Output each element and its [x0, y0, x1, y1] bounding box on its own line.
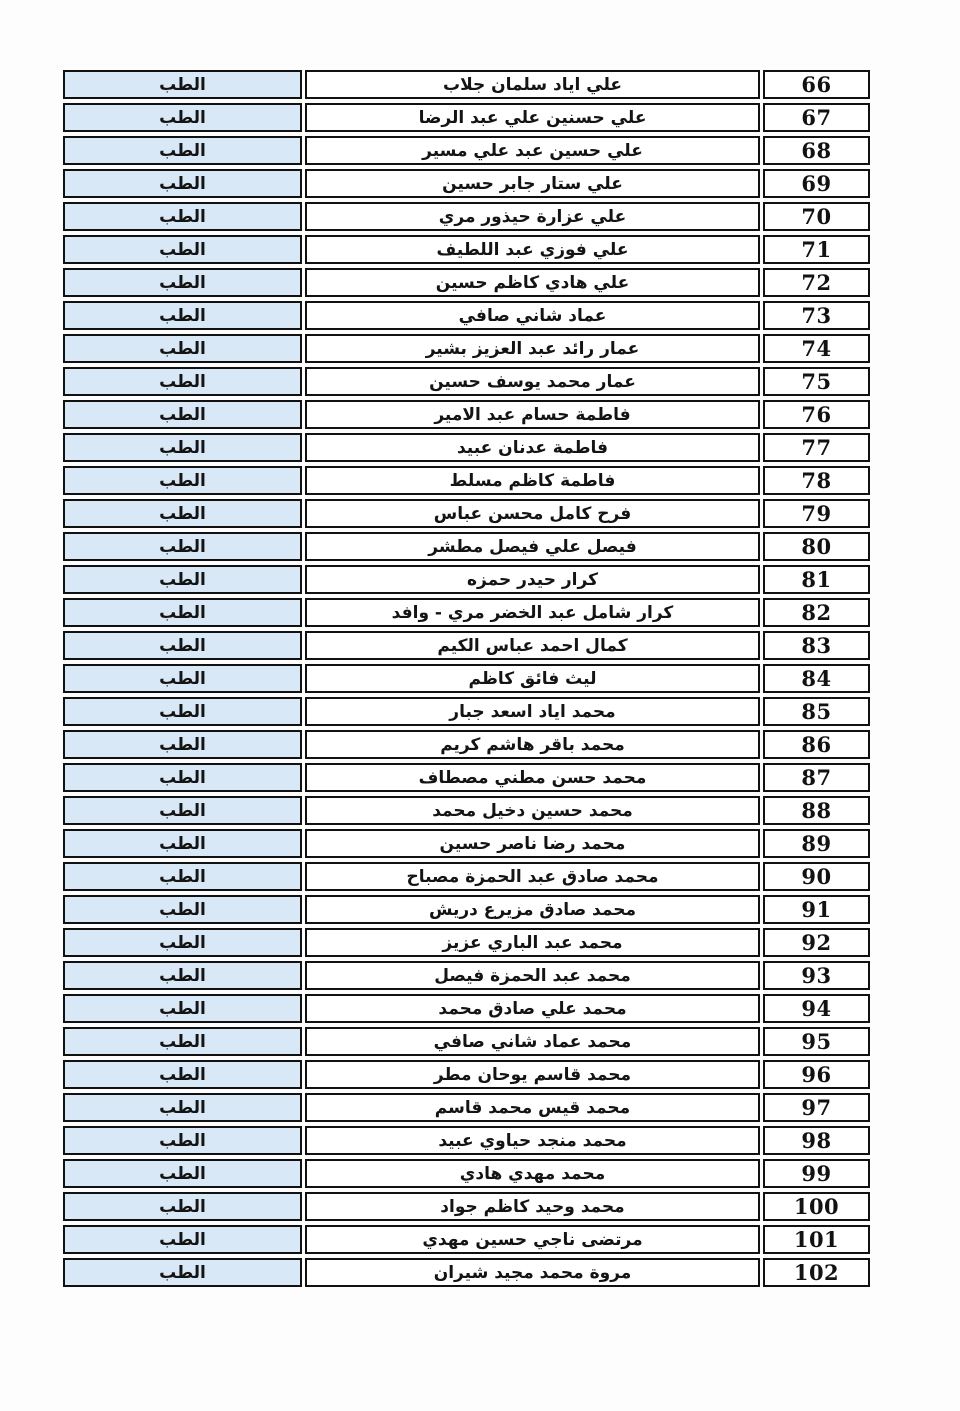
student-name-cell: علي حسنين علي عبد الرضا — [305, 103, 760, 132]
table-row — [63, 631, 870, 660]
student-name-cell: محمد صادق عبد الحمزة مصباح — [305, 862, 760, 891]
row-number-cell: 76 — [763, 400, 870, 429]
department-cell: الطب — [63, 70, 302, 99]
row-number-cell: 102 — [763, 1258, 870, 1287]
student-name-cell: كمال احمد عباس الكيم — [305, 631, 760, 660]
table-row — [63, 763, 870, 792]
student-name-cell: فاطمة كاظم مسلط — [305, 466, 760, 495]
table-row — [63, 697, 870, 726]
row-number-cell: 97 — [763, 1093, 870, 1122]
table-row — [63, 730, 870, 759]
row-number-cell: 90 — [763, 862, 870, 891]
department-cell: الطب — [63, 1093, 302, 1122]
table-row — [63, 664, 870, 693]
table-row — [63, 235, 870, 264]
student-name-cell: علي عزارة حيذور مري — [305, 202, 760, 231]
table-row — [63, 433, 870, 462]
row-number-cell: 67 — [763, 103, 870, 132]
row-number-cell: 75 — [763, 367, 870, 396]
department-cell: الطب — [63, 928, 302, 957]
row-number-cell: 95 — [763, 1027, 870, 1056]
table-row — [63, 169, 870, 198]
table-row — [63, 1093, 870, 1122]
student-name-cell: محمد علي صادق محمد — [305, 994, 760, 1023]
department-cell: الطب — [63, 994, 302, 1023]
row-number-cell: 98 — [763, 1126, 870, 1155]
table-row — [63, 1027, 870, 1056]
department-cell: الطب — [63, 1225, 302, 1254]
table-row — [63, 202, 870, 231]
table-row — [63, 103, 870, 132]
department-cell: الطب — [63, 664, 302, 693]
student-name-cell: كرار شامل عبد الخضر مري - وافد — [305, 598, 760, 627]
department-cell: الطب — [63, 433, 302, 462]
table-row — [63, 994, 870, 1023]
row-number-cell: 93 — [763, 961, 870, 990]
student-name-cell: محمد عبد الحمزة فيصل — [305, 961, 760, 990]
student-name-cell: محمد عماد شاني صافي — [305, 1027, 760, 1056]
student-name-cell: محمد حسين دخيل محمد — [305, 796, 760, 825]
row-number-cell: 83 — [763, 631, 870, 660]
department-cell: الطب — [63, 202, 302, 231]
student-name-cell: علي اياد سلمان جلاب — [305, 70, 760, 99]
row-number-cell: 78 — [763, 466, 870, 495]
table-row — [63, 928, 870, 957]
student-name-cell: كرار حيدر حمزه — [305, 565, 760, 594]
row-number-cell: 81 — [763, 565, 870, 594]
department-cell: الطب — [63, 1126, 302, 1155]
row-number-cell: 88 — [763, 796, 870, 825]
row-number-cell: 72 — [763, 268, 870, 297]
table-row — [63, 70, 870, 99]
student-name-cell: علي هادي كاظم حسين — [305, 268, 760, 297]
student-name-cell: محمد قيس محمد قاسم — [305, 1093, 760, 1122]
row-number-cell: 84 — [763, 664, 870, 693]
student-name-cell: عمار رائد عبد العزيز بشير — [305, 334, 760, 363]
row-number-cell: 82 — [763, 598, 870, 627]
row-number-cell: 74 — [763, 334, 870, 363]
department-cell: الطب — [63, 895, 302, 924]
table-row — [63, 1258, 870, 1287]
row-number-cell: 69 — [763, 169, 870, 198]
row-number-cell: 89 — [763, 829, 870, 858]
students-table — [60, 66, 873, 1291]
department-cell: الطب — [63, 1192, 302, 1221]
department-cell: الطب — [63, 565, 302, 594]
table-row — [63, 1159, 870, 1188]
department-cell: الطب — [63, 169, 302, 198]
department-cell: الطب — [63, 961, 302, 990]
table-row — [63, 796, 870, 825]
table-row — [63, 895, 870, 924]
table-row — [63, 598, 870, 627]
row-number-cell: 79 — [763, 499, 870, 528]
table-row — [63, 565, 870, 594]
student-name-cell: مروة محمد مجيد شيران — [305, 1258, 760, 1287]
table-row — [63, 466, 870, 495]
department-cell: الطب — [63, 796, 302, 825]
row-number-cell: 96 — [763, 1060, 870, 1089]
table-row — [63, 862, 870, 891]
student-name-cell: عماد شاني صافي — [305, 301, 760, 330]
student-name-cell: فاطمة حسام عبد الامير — [305, 400, 760, 429]
student-name-cell: محمد رضا ناصر حسين — [305, 829, 760, 858]
department-cell: الطب — [63, 697, 302, 726]
student-name-cell: محمد حسن مطني مصطاف — [305, 763, 760, 792]
department-cell: الطب — [63, 1258, 302, 1287]
table-row — [63, 136, 870, 165]
department-cell: الطب — [63, 136, 302, 165]
student-name-cell: فاطمة عدنان عبيد — [305, 433, 760, 462]
table-row — [63, 1126, 870, 1155]
table-row — [63, 301, 870, 330]
row-number-cell: 91 — [763, 895, 870, 924]
student-name-cell: ليث فائق كاظم — [305, 664, 760, 693]
student-name-cell: محمد وحيد كاظم جواد — [305, 1192, 760, 1221]
department-cell: الطب — [63, 499, 302, 528]
student-name-cell: محمد اياد اسعد جبار — [305, 697, 760, 726]
department-cell: الطب — [63, 862, 302, 891]
student-name-cell: محمد مهدي هادي — [305, 1159, 760, 1188]
row-number-cell: 92 — [763, 928, 870, 957]
row-number-cell: 68 — [763, 136, 870, 165]
student-name-cell: علي ستار جابر حسين — [305, 169, 760, 198]
student-name-cell: فيصل علي فيصل مطشر — [305, 532, 760, 561]
table-row — [63, 367, 870, 396]
department-cell: الطب — [63, 763, 302, 792]
department-cell: الطب — [63, 400, 302, 429]
department-cell: الطب — [63, 1027, 302, 1056]
row-number-cell: 101 — [763, 1225, 870, 1254]
row-number-cell: 86 — [763, 730, 870, 759]
row-number-cell: 99 — [763, 1159, 870, 1188]
row-number-cell: 87 — [763, 763, 870, 792]
row-number-cell: 85 — [763, 697, 870, 726]
department-cell: الطب — [63, 730, 302, 759]
row-number-cell: 94 — [763, 994, 870, 1023]
student-name-cell: محمد صادق مزيرع دريش — [305, 895, 760, 924]
table-row — [63, 499, 870, 528]
department-cell: الطب — [63, 1159, 302, 1188]
row-number-cell: 73 — [763, 301, 870, 330]
department-cell: الطب — [63, 367, 302, 396]
student-name-cell: مرتضى ناجي حسين مهدي — [305, 1225, 760, 1254]
student-name-cell: محمد عبد الباري عزيز — [305, 928, 760, 957]
table-row — [63, 1225, 870, 1254]
department-cell: الطب — [63, 532, 302, 561]
department-cell: الطب — [63, 103, 302, 132]
row-number-cell: 80 — [763, 532, 870, 561]
table-row — [63, 400, 870, 429]
row-number-cell: 77 — [763, 433, 870, 462]
department-cell: الطب — [63, 466, 302, 495]
department-cell: الطب — [63, 334, 302, 363]
table-row — [63, 532, 870, 561]
department-cell: الطب — [63, 235, 302, 264]
student-name-cell: فرح كامل محسن عباس — [305, 499, 760, 528]
students-table-body — [63, 70, 870, 1287]
department-cell: الطب — [63, 301, 302, 330]
department-cell: الطب — [63, 631, 302, 660]
row-number-cell: 71 — [763, 235, 870, 264]
department-cell: الطب — [63, 268, 302, 297]
table-row — [63, 829, 870, 858]
table-row — [63, 1060, 870, 1089]
table-row — [63, 1192, 870, 1221]
student-name-cell: محمد منجد حياوي عبيد — [305, 1126, 760, 1155]
table-row — [63, 268, 870, 297]
table-row — [63, 334, 870, 363]
department-cell: الطب — [63, 1060, 302, 1089]
student-name-cell: علي فوزي عبد اللطيف — [305, 235, 760, 264]
student-name-cell: محمد قاسم يوحان مطر — [305, 1060, 760, 1089]
department-cell: الطب — [63, 598, 302, 627]
student-name-cell: محمد باقر هاشم كريم — [305, 730, 760, 759]
row-number-cell: 66 — [763, 70, 870, 99]
department-cell: الطب — [63, 829, 302, 858]
table-row — [63, 961, 870, 990]
student-name-cell: عمار محمد يوسف حسين — [305, 367, 760, 396]
row-number-cell: 70 — [763, 202, 870, 231]
row-number-cell: 100 — [763, 1192, 870, 1221]
student-name-cell: علي حسين عبد علي مسير — [305, 136, 760, 165]
